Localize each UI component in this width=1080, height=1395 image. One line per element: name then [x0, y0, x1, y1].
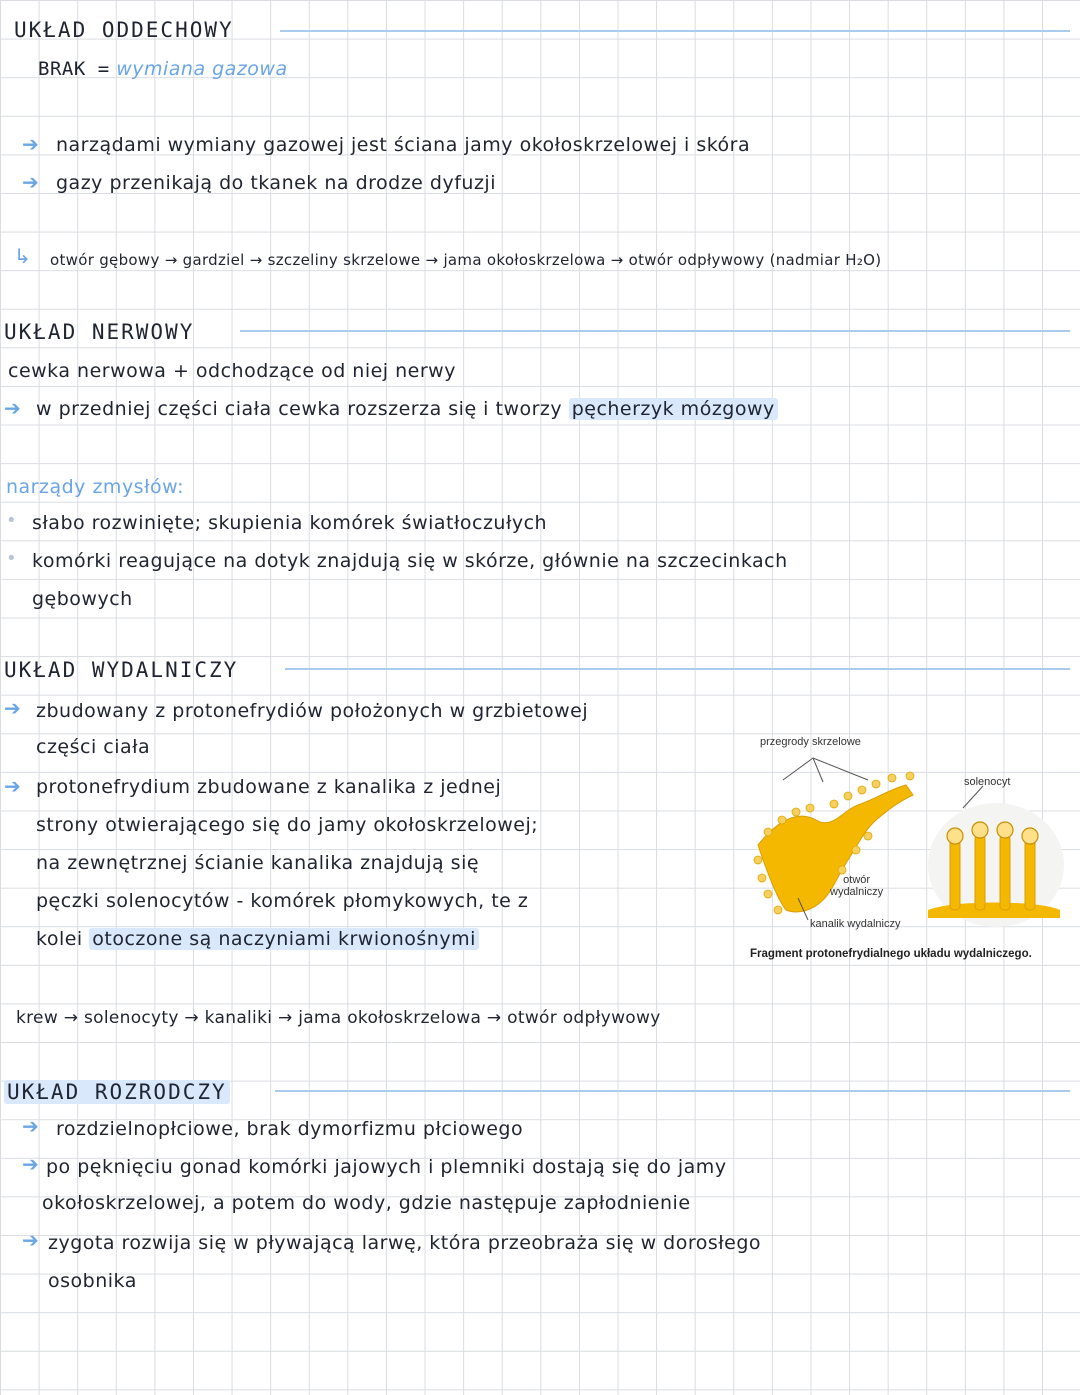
- arrow-icon: ➔: [22, 1114, 39, 1138]
- reproductive-line-4: zygota rozwija się w pływającą larwę, która przeobraża się w dorosłego: [48, 1232, 762, 1254]
- bullet-icon: •: [6, 548, 17, 569]
- nervous-line-1: cewka nerwowa + odchodzące od niej nerwy: [8, 360, 456, 382]
- excretory-line-3: protonefrydium zbudowane z kanalika z jednej: [36, 776, 502, 798]
- nervous-line-2: [36, 398, 778, 420]
- respiratory-line-1: narządami wymiany gazowej jest ściana jamy okołoskrzelowej i skóra: [56, 134, 751, 156]
- arrow-icon: ➔: [22, 132, 39, 156]
- figure-label-septa: przegrody skrzelowe: [760, 736, 861, 748]
- excretory-line-1: zbudowany z protonefrydiów położonych w grzbietowej: [36, 700, 589, 722]
- arrow-icon: ➔: [22, 1228, 39, 1252]
- section-title-respiratory: UKŁAD ODDECHOWY: [14, 18, 234, 42]
- nervous-line-2-text: w przedniej części ciała cewka rozszerza się i tworzy: [36, 398, 563, 420]
- subtitle-value: wymiana gazowa: [116, 58, 288, 80]
- excretory-line-2: części ciała: [36, 736, 151, 758]
- nervous-highlight: pęcherzyk mózgowy: [569, 398, 778, 420]
- header-underline: [285, 668, 1070, 670]
- header-underline: [275, 1090, 1070, 1092]
- protonephridium-illustration: [738, 750, 1068, 940]
- excretory-flow: krew → solenocyty → kanaliki → jama okołoskrzelowa → otwór odpływowy: [16, 1008, 661, 1028]
- respiratory-line-2: gazy przenikają do tkanek na drodze dyfuzji: [56, 172, 496, 194]
- reproductive-line-1: rozdzielnopłciowe, brak dymorfizmu płciowego: [56, 1118, 524, 1140]
- arrow-icon: ➔: [4, 774, 21, 798]
- respiratory-subtitle: [38, 58, 288, 80]
- senses-item-2-cont: gębowych: [32, 588, 133, 610]
- section-title-excretory: UKŁAD WYDALNICZY: [4, 658, 239, 682]
- figure-label-opening: otwór wydalniczy: [830, 874, 884, 898]
- figure-label-canal: kanalik wydalniczy: [810, 918, 901, 930]
- bullet-icon: •: [6, 510, 17, 531]
- senses-item-1: słabo rozwinięte; skupienia komórek światłoczułych: [32, 512, 548, 534]
- header-underline: [240, 330, 1070, 332]
- excretory-line-6: pęczki solenocytów - komórek płomykowych, te z: [36, 890, 529, 912]
- figure-label-solenocyte: solenocyt: [964, 776, 1011, 788]
- arrow-icon: ➔: [4, 396, 21, 420]
- reproductive-title-text: UKŁAD ROZRODCZY: [4, 1080, 230, 1104]
- respiratory-flow: otwór gębowy → gardziel → szczeliny skrzelowe → jama okołoskrzelowa → otwór odpływowy (nadmiar H₂O): [50, 251, 882, 269]
- protonephridium-figure: [738, 730, 1068, 970]
- arrow-icon: ➔: [22, 170, 39, 194]
- subtitle-label: BRAK =: [38, 58, 110, 80]
- reproductive-line-5: osobnika: [48, 1270, 137, 1292]
- return-arrow-icon: ↳: [14, 244, 31, 268]
- section-title-senses: narządy zmysłów:: [6, 476, 185, 498]
- section-title-reproductive: [4, 1080, 230, 1104]
- excretory-line-4: strony otwierającego się do jamy okołoskrzelowej;: [36, 814, 539, 836]
- header-underline: [280, 30, 1070, 32]
- excretory-line-7: [36, 928, 479, 950]
- arrow-icon: ➔: [22, 1152, 39, 1176]
- reproductive-line-2: po pęknięciu gonad komórki jajowych i plemniki dostają się do jamy: [46, 1156, 727, 1178]
- excretory-line-7-text: kolei: [36, 928, 83, 950]
- excretory-highlight: otoczone są naczyniami krwionośnymi: [89, 928, 479, 950]
- arrow-icon: ➔: [4, 696, 21, 720]
- excretory-line-5: na zewnętrznej ścianie kanalika znajdują się: [36, 852, 480, 874]
- figure-caption: Fragment protonefrydialnego układu wydalniczego.: [750, 948, 1032, 960]
- reproductive-line-3: okołoskrzelowej, a potem do wody, gdzie następuje zapłodnienie: [42, 1192, 691, 1214]
- section-title-nervous: UKŁAD NERWOWY: [4, 320, 195, 344]
- senses-item-2: komórki reagujące na dotyk znajdują się w skórze, głównie na szczecinkach: [32, 550, 788, 572]
